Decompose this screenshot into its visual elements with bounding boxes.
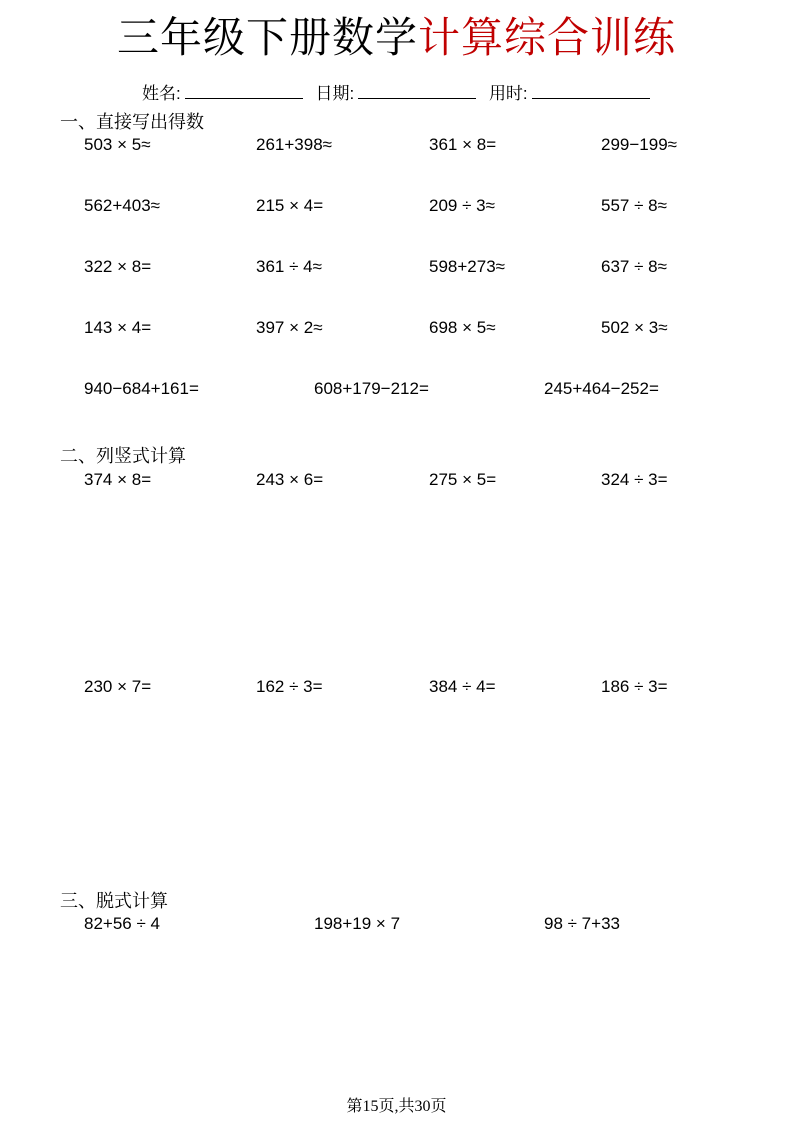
- problem: 186 ÷ 3=: [601, 677, 668, 696]
- problem-row: [0, 196, 793, 220]
- problem: 598+273≈: [429, 257, 505, 276]
- problem: 698 × 5≈: [429, 318, 496, 337]
- time-label: 用时:: [488, 84, 528, 103]
- problem: 198+19 × 7: [314, 914, 401, 933]
- problem: 322 × 8=: [84, 257, 152, 276]
- problem: 608+179−212=: [314, 379, 429, 398]
- problem: 215 × 4=: [256, 196, 324, 215]
- problem: 361 ÷ 4≈: [256, 257, 322, 276]
- problem: 637 ÷ 8≈: [601, 257, 667, 276]
- problem-row: [0, 318, 793, 342]
- problem: 98 ÷ 7+33: [544, 914, 620, 933]
- time-blank[interactable]: [532, 83, 650, 99]
- name-field: [142, 79, 303, 104]
- problem: 940−684+161=: [84, 379, 199, 398]
- name-blank[interactable]: [185, 83, 303, 99]
- problem: 243 × 6=: [256, 470, 324, 489]
- problem: 245+464−252=: [544, 379, 659, 398]
- problem: 261+398≈: [256, 135, 332, 154]
- date-blank[interactable]: [358, 83, 476, 99]
- title-part-red: 计算综合训练: [418, 13, 677, 62]
- problem-row: [0, 677, 793, 701]
- name-label: 姓名:: [142, 84, 181, 103]
- problem: 299−199≈: [601, 135, 677, 154]
- problem: 374 × 8=: [84, 470, 152, 489]
- problem: 397 × 2≈: [256, 318, 323, 337]
- section-title: 三、脱式计算: [60, 891, 168, 911]
- problem: 209 ÷ 3≈: [429, 196, 495, 215]
- page-footer: 第15页,共30页: [346, 1098, 447, 1115]
- time-field: [489, 79, 650, 104]
- problem: 502 × 3≈: [601, 318, 668, 337]
- info-line: [142, 79, 658, 104]
- problem: 275 × 5=: [429, 470, 497, 489]
- problem-row: [0, 914, 793, 938]
- problem: 82+56 ÷ 4: [84, 914, 160, 933]
- problem: 557 ÷ 8≈: [601, 196, 667, 215]
- problem: 162 ÷ 3=: [256, 677, 323, 696]
- problem: 324 ÷ 3=: [601, 470, 668, 489]
- problem-row: [0, 470, 793, 494]
- problem: 503 × 5≈: [84, 135, 151, 154]
- problem: 143 × 4=: [84, 318, 152, 337]
- problem: 384 ÷ 4=: [429, 677, 496, 696]
- problem: 562+403≈: [84, 196, 160, 215]
- date-field: [315, 79, 476, 104]
- section-title: 二、列竖式计算: [60, 446, 186, 466]
- problem: 230 × 7=: [84, 677, 152, 696]
- problem-row: [0, 257, 793, 281]
- section-title: 一、直接写出得数: [60, 112, 204, 132]
- date-label: 日期:: [315, 84, 355, 103]
- problem: 361 × 8=: [429, 135, 497, 154]
- page-title: [0, 12, 793, 64]
- title-part-black: 三年级下册数学: [116, 13, 418, 62]
- problem-row: [0, 135, 793, 159]
- problem-row: [0, 379, 793, 403]
